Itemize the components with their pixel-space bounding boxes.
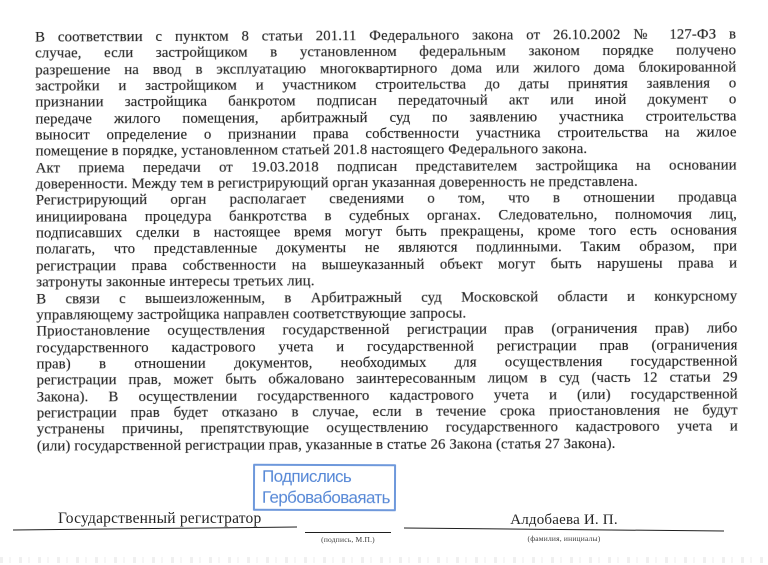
text-line: Приостановление осуществления государственной регистрации прав (ограничения прав) либо [36,320,738,340]
scan-noise-band [0,557,768,563]
text-line: затронуты законные интересы третьих лиц. [36,273,315,291]
text-line: помещение в порядке, установленном статьей 201.8 настоящего Федерального закона. [35,141,588,160]
paragraph [36,190,737,291]
text-line: застройки и застройщиком и участником строительства до даты принятия заявления о [35,75,737,95]
paragraph [36,157,737,193]
stamp-line-1: Подпислись [262,466,352,487]
text-line: (или) государственной регистрации прав, указанные в статье 26 Закона (статья 27 Закона). [36,435,616,455]
name-caption: (фамилия, инициалы) [527,534,601,543]
text-line: Регистрирующий орган располагает сведениями о том, что в отношении продавца [35,189,737,209]
text-line: регистрации прав будет отказано в случае, если в течение срока приостановления не будут [36,402,738,422]
signature-field-line [305,532,391,533]
registrar-role-label: Государственный регистратор [58,510,262,527]
paragraph [35,26,737,160]
text-line: разрешение на ввод в эксплуатацию многоквартирного дома или жилого дома блокированной [35,59,737,79]
text-line: управляющему застройщика направлен соответствующие запросы. [36,305,467,324]
text-line: доверенности. Между тем в регистрирующий орган указанная доверенность не представлена. [35,173,638,193]
text-line: В связи с вышеизложенным, в Арбитражный суд Московской области и конкурсному [36,287,738,308]
text-line: инициирована процедура банкротства в судебных органах. Следовательно, полномочия лиц, [35,206,737,226]
text-line: государственного кадастрового учета и государственной регистрации прав (ограничения [36,337,738,357]
registrar-signature-line [13,527,297,531]
document-text [35,26,738,454]
blue-ink-stamp [253,464,396,511]
text-line: регистрации прав, может быть обжаловано заинтересованным лицом в суд (часть 12 статьи 29 [36,369,738,389]
paragraph [36,321,738,455]
text-line: В соответствии с пунктом 8 статьи 201.11 Федерального закона от 26.10.2002 № 127-ФЗ в [35,26,737,46]
text-line: прав) в отношении документов, необходимых для осуществления государственной [36,353,738,373]
text-line: признании застройщика банкротом подписан передаточный акт или иной документ о [35,91,737,111]
text-line: случае, если застройщиком в установленном федеральным законом порядке получено [35,42,737,62]
stamp-line-2: Гербовабоваяать [261,487,390,508]
text-line: Акт приема передачи от 19.03.2018 подписан представителем застройщика на основании [35,157,737,177]
text-line: выносит определение о признании права собственности участника строительства на жилое [35,124,737,144]
signature-caption: (подпись, М.П.) [321,535,375,544]
text-line: полагать, что представленные документы не являются подлинными. Таким образом, при [36,238,738,258]
paragraph [36,288,737,324]
text-line: регистрации права собственности на вышеуказанный объект могут быть нарушены права и [36,255,738,275]
text-line: Закона). В осуществлении государственного кадастрового учета и (или) государственной [36,386,738,406]
text-line: передаче жилого помещения, арбитражный суд по заявлению участника строительства [35,108,737,128]
text-line: подписавших сделки в настоящее время могут быть прекращены, кроме того есть основания [35,222,737,242]
text-line: устранены причины, препятствующие осуществлению государственного кадастрового учета и [36,418,738,438]
registrar-name: Алдобаева И. П. [510,512,618,528]
